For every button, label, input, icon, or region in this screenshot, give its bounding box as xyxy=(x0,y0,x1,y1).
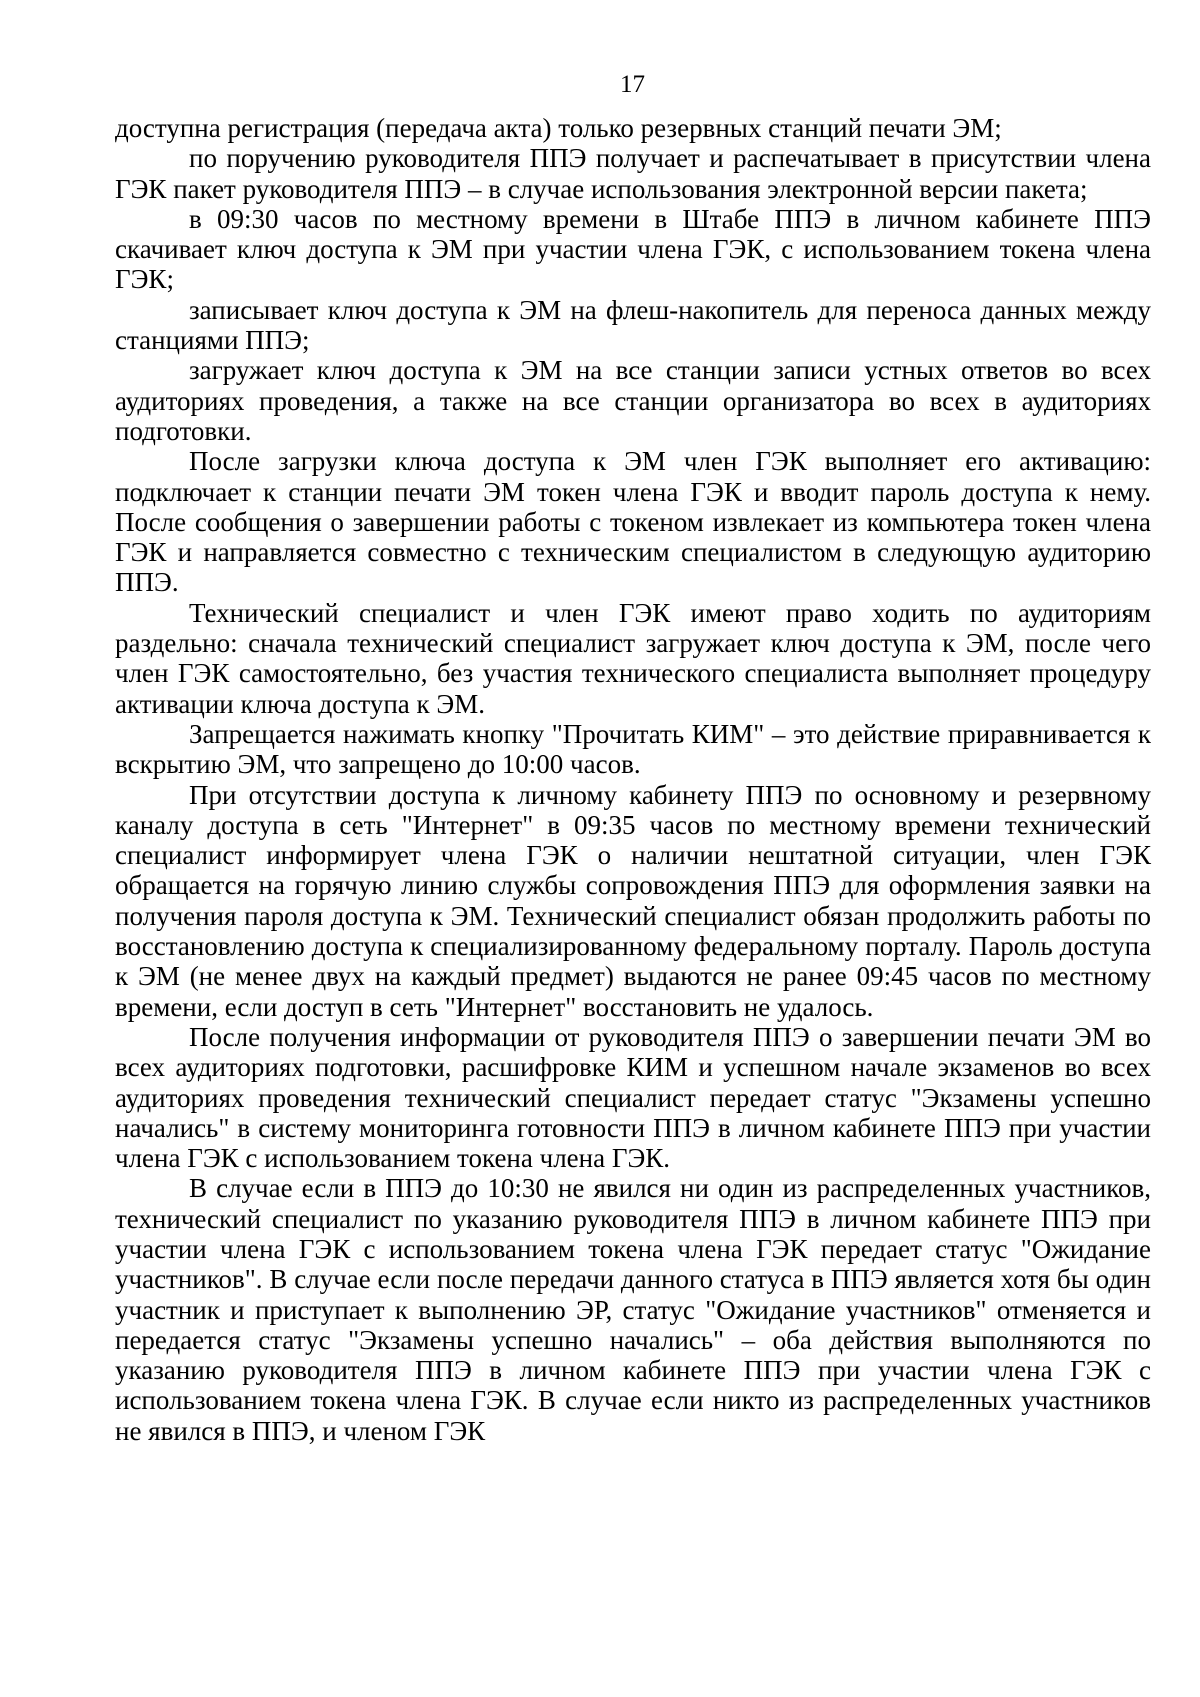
paragraph-9: При отсутствии доступа к личному кабинету ППЭ по основному и резервному каналу доступа в сеть "Интернет" в 09:35 часов по местному времени технический специалист информирует члена ГЭК о наличии нештатной ситуации, член ГЭК обращается на горячую линию службы сопровождения ППЭ для оформления заявки на получения пароля доступа к ЭМ. Технический специалист обязан продолжить работы по восстановлению доступа к специализированному федеральному порталу. Пароль доступа к ЭМ (не менее двух на каждый предмет) выдаются не ранее 09:45 часов по местному времени, если доступ в сеть "Интернет" восстановить не удалось. xyxy=(115,779,1151,1022)
paragraph-3: в 09:30 часов по местному времени в Штабе ППЭ в личном кабинете ППЭ скачивает ключ доступа к ЭМ при участии члена ГЭК, с использованием токена члена ГЭК; xyxy=(115,203,1151,295)
paragraph-8: Запрещается нажимать кнопку "Прочитать КИМ" – это действие приравнивается к вскрытию ЭМ, что запрещено до 10:00 часов. xyxy=(115,718,1151,780)
paragraph-11: В случае если в ППЭ до 10:30 не явился ни один из распределенных участников, технический специалист по указанию руководителя ППЭ в личном кабинете ППЭ при участии члена ГЭК с использованием токена члена ГЭК передает статус "Ожидание участников". В случае если после передачи данного статуса в ППЭ является хотя бы один участник и приступает к выполнению ЭР, статус "Ожидание участников" отменяется и передается статус "Экзамены успешно начались" – оба действия выполняются по указанию руководителя ППЭ в личном кабинете ППЭ при участии члена ГЭК с использованием токена члена ГЭК. В случае если никто из распределенных участников не явился в ППЭ, и членом ГЭК xyxy=(115,1173,1151,1446)
paragraph-2: по поручению руководителя ППЭ получает и распечатывает в присутствии члена ГЭК пакет руководителя ППЭ – в случае использования электронной версии пакета; xyxy=(115,143,1151,204)
paragraph-10: После получения информации от руководителя ППЭ о завершении печати ЭМ во всех аудиториях подготовки, расшифровке КИМ и успешном начале экзаменов во всех аудиториях проведения технический специалист передает статус "Экзамены успешно начались" в систему мониторинга готовности ППЭ в личном кабинете ППЭ при участии члена ГЭК с использованием токена члена ГЭК. xyxy=(115,1021,1151,1174)
paragraph-7: Технический специалист и член ГЭК имеют право ходить по аудиториям раздельно: сначала технический специалист загружает ключ доступа к ЭМ, после чего член ГЭК самостоятельно, без участия технического специалиста выполняет процедуру активации ключа доступа к ЭМ. xyxy=(115,597,1151,719)
page-number: 17 xyxy=(620,71,645,98)
document-body xyxy=(115,113,1151,1446)
paragraph-4: записывает ключ доступа к ЭМ на флеш-накопитель для переноса данных между станциями ППЭ; xyxy=(115,294,1151,356)
paragraph-6: После загрузки ключа доступа к ЭМ член ГЭК выполняет его активацию: подключает к станции печати ЭМ токен члена ГЭК и вводит пароль доступа к нему. После сообщения о завершении работы с токеном извлекает из компьютера токен члена ГЭК и направляется совместно с техническим специалистом в следующую аудиторию ППЭ. xyxy=(115,446,1151,598)
paragraph-1: доступна регистрация (передача акта) только резервных станций печати ЭМ; xyxy=(115,113,1002,143)
paragraph-5: загружает ключ доступа к ЭМ на все станции записи устных ответов во всех аудиториях проведения, а также на все станции организатора во всех в аудиториях подготовки. xyxy=(115,355,1151,446)
